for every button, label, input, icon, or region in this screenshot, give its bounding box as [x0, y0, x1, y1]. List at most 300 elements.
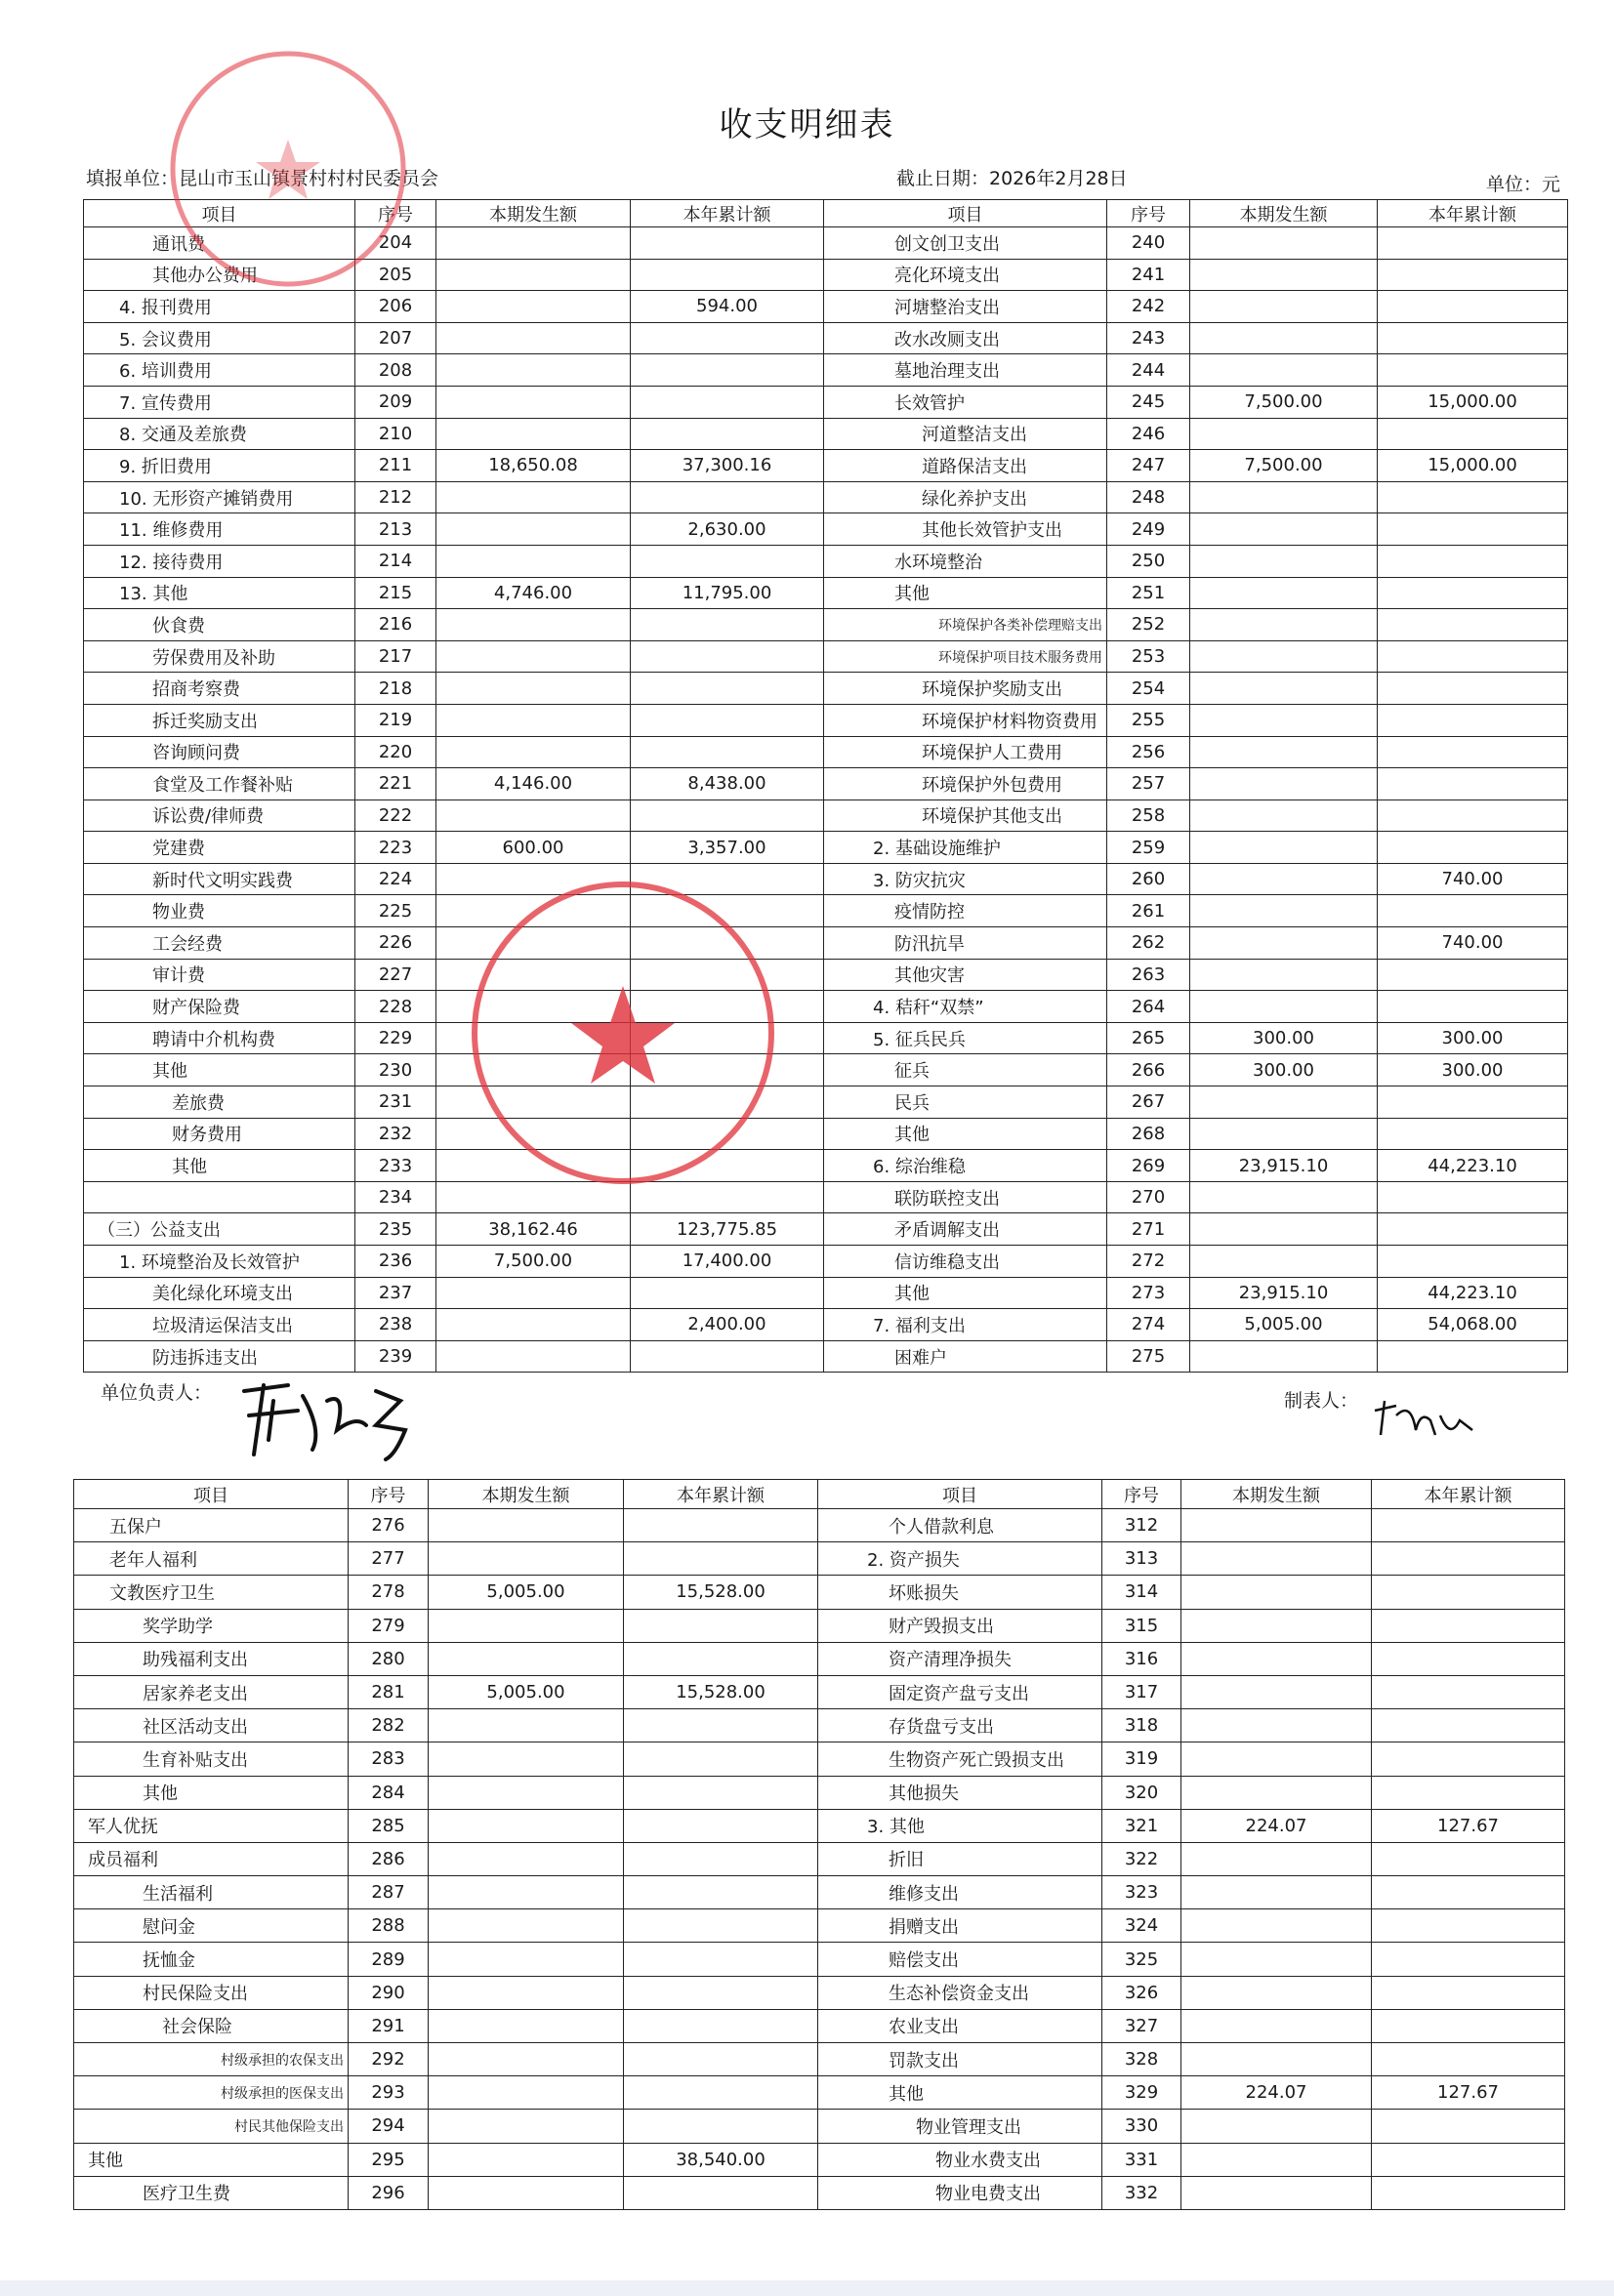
current-period-amount	[436, 513, 631, 546]
item-name: 2. 基础设施维护	[824, 832, 1107, 864]
table-row	[84, 991, 1568, 1023]
item-name: 河塘整治支出	[824, 291, 1107, 323]
year-to-date-amount	[631, 736, 824, 768]
year-to-date-amount	[624, 1976, 818, 2009]
item-name: 五保户	[74, 1509, 349, 1542]
item-name: 个人借款利息	[818, 1509, 1102, 1542]
year-to-date-amount	[1378, 1340, 1568, 1373]
item-name: 村民其他保险支出	[74, 2110, 349, 2143]
year-to-date-amount	[1372, 1609, 1565, 1642]
year-to-date-amount	[624, 1876, 818, 1909]
current-period-amount	[429, 1876, 624, 1909]
serial-number: 237	[355, 1277, 436, 1309]
year-to-date-amount	[1378, 673, 1568, 705]
header-row	[74, 1480, 1565, 1509]
current-period-amount	[436, 227, 631, 260]
year-to-date-amount	[624, 1709, 818, 1742]
item-name: 固定资产盘亏支出	[818, 1675, 1102, 1708]
serial-number: 253	[1107, 640, 1190, 673]
current-period-amount	[429, 1943, 624, 1976]
year-to-date-amount	[1378, 322, 1568, 354]
serial-number: 216	[355, 609, 436, 641]
year-to-date-amount	[631, 322, 824, 354]
current-period-amount: 4,146.00	[436, 768, 631, 800]
table-row	[74, 1576, 1565, 1609]
table-row	[74, 1709, 1565, 1742]
item-name: 罚款支出	[818, 2043, 1102, 2076]
serial-number: 212	[355, 481, 436, 513]
item-name: 10. 无形资产摊销费用	[84, 481, 355, 513]
current-period-amount	[1190, 481, 1378, 513]
serial-number: 324	[1102, 1909, 1181, 1943]
serial-number: 210	[355, 418, 436, 450]
serial-number: 295	[349, 2143, 429, 2176]
table-row	[84, 227, 1568, 260]
item-name: 村民保险支出	[74, 1976, 349, 2009]
year-to-date-amount: 54,068.00	[1378, 1309, 1568, 1341]
item-name: 慰问金	[74, 1909, 349, 1943]
table-row	[74, 1609, 1565, 1642]
item-name: 其他	[818, 2076, 1102, 2110]
current-period-amount	[1190, 1086, 1378, 1119]
year-to-date-amount: 15,000.00	[1378, 386, 1568, 418]
item-name: 财产毁损支出	[818, 1609, 1102, 1642]
serial-number: 276	[349, 1509, 429, 1542]
serial-number: 282	[349, 1709, 429, 1742]
year-to-date-amount	[624, 2110, 818, 2143]
table-row	[84, 1309, 1568, 1341]
current-period-amount	[429, 2143, 624, 2176]
year-to-date-amount: 8,438.00	[631, 768, 824, 800]
current-period-amount	[1190, 640, 1378, 673]
table-row	[74, 1809, 1565, 1842]
item-name: 民兵	[824, 1086, 1107, 1119]
item-name: 成员福利	[74, 1842, 349, 1875]
item-name: 社会保险	[74, 2009, 349, 2042]
serial-number: 262	[1107, 927, 1190, 960]
serial-number: 223	[355, 832, 436, 864]
item-name: 聘请中介机构费	[84, 1022, 355, 1054]
item-name: 垃圾清运保洁支出	[84, 1309, 355, 1341]
year-to-date-amount	[624, 1509, 818, 1542]
item-name: 党建费	[84, 832, 355, 864]
current-period-amount	[436, 895, 631, 927]
preparer-label: 制表人：	[1284, 1390, 1359, 1412]
serial-number: 220	[355, 736, 436, 768]
serial-number: 272	[1107, 1246, 1190, 1278]
current-period-amount	[436, 673, 631, 705]
item-name: 食堂及工作餐补贴	[84, 768, 355, 800]
serial-number: 247	[1107, 450, 1190, 482]
column-header: 本年累计额	[624, 1480, 818, 1509]
table-row	[84, 1054, 1568, 1086]
item-name: 9. 折旧费用	[84, 450, 355, 482]
item-name: 其他	[824, 1277, 1107, 1309]
current-period-amount	[436, 1309, 631, 1341]
year-to-date-amount	[1378, 959, 1568, 991]
current-period-amount	[1190, 704, 1378, 736]
serial-number: 211	[355, 450, 436, 482]
serial-number: 326	[1102, 1976, 1181, 2009]
current-period-amount	[436, 322, 631, 354]
item-name: 社区活动支出	[74, 1709, 349, 1742]
year-to-date-amount	[1378, 832, 1568, 864]
table-row	[74, 1976, 1565, 2009]
serial-number: 242	[1107, 291, 1190, 323]
year-to-date-amount	[631, 1277, 824, 1309]
header-row	[84, 200, 1568, 227]
item-name: 劳保费用及补助	[84, 640, 355, 673]
item-name: 财产保险费	[84, 991, 355, 1023]
year-to-date-amount	[631, 704, 824, 736]
column-header: 项目	[84, 200, 355, 227]
year-to-date-amount	[631, 418, 824, 450]
item-name: 5. 征兵民兵	[824, 1022, 1107, 1054]
serial-number: 330	[1102, 2110, 1181, 2143]
serial-number: 254	[1107, 673, 1190, 705]
serial-number: 312	[1102, 1509, 1181, 1542]
serial-number: 267	[1107, 1086, 1190, 1119]
serial-number: 316	[1102, 1642, 1181, 1675]
year-to-date-amount	[631, 1150, 824, 1182]
current-period-amount	[429, 1609, 624, 1642]
item-name: 老年人福利	[74, 1542, 349, 1576]
serial-number: 329	[1102, 2076, 1181, 2110]
item-name: 其他灾害	[824, 959, 1107, 991]
year-to-date-amount	[1372, 2009, 1565, 2042]
serial-number: 246	[1107, 418, 1190, 450]
serial-number: 281	[349, 1675, 429, 1708]
serial-number: 233	[355, 1150, 436, 1182]
current-period-amount	[1181, 1842, 1372, 1875]
item-name: 生育补贴支出	[74, 1742, 349, 1776]
serial-number: 208	[355, 354, 436, 387]
current-period-amount	[436, 1086, 631, 1119]
year-to-date-amount	[631, 640, 824, 673]
item-name: 7. 宣传费用	[84, 386, 355, 418]
item-name: 咨询顾问费	[84, 736, 355, 768]
current-period-amount	[429, 2043, 624, 2076]
table-row	[84, 481, 1568, 513]
table-row	[84, 1086, 1568, 1119]
year-to-date-amount: 300.00	[1378, 1054, 1568, 1086]
current-period-amount	[1190, 291, 1378, 323]
year-to-date-amount	[1378, 354, 1568, 387]
year-to-date-amount	[1372, 1509, 1565, 1542]
item-name: 坏账损失	[818, 1576, 1102, 1609]
serial-number: 296	[349, 2176, 429, 2209]
item-name: 其他损失	[818, 1776, 1102, 1809]
serial-number: 255	[1107, 704, 1190, 736]
current-period-amount: 224.07	[1181, 2076, 1372, 2110]
current-period-amount	[1190, 322, 1378, 354]
year-to-date-amount	[1378, 1246, 1568, 1278]
current-period-amount	[1190, 609, 1378, 641]
year-to-date-amount	[1378, 609, 1568, 641]
current-period-amount	[436, 1022, 631, 1054]
item-name: 通讯费	[84, 227, 355, 260]
table-row	[84, 1246, 1568, 1278]
year-to-date-amount	[631, 545, 824, 577]
current-period-amount	[436, 291, 631, 323]
serial-number: 213	[355, 513, 436, 546]
year-to-date-amount	[1378, 640, 1568, 673]
table-row	[74, 1909, 1565, 1943]
current-period-amount	[436, 609, 631, 641]
item-name: 其他	[824, 577, 1107, 609]
table-row	[74, 1776, 1565, 1809]
table-row	[84, 1340, 1568, 1373]
year-to-date-amount	[1372, 2176, 1565, 2209]
table-row	[84, 1277, 1568, 1309]
ledger-table-1	[83, 199, 1568, 1373]
table-row	[84, 1150, 1568, 1182]
year-to-date-amount: 123,775.85	[631, 1213, 824, 1246]
item-name: 生活福利	[74, 1876, 349, 1909]
current-period-amount	[1190, 545, 1378, 577]
serial-number: 231	[355, 1086, 436, 1119]
item-name: 矛盾调解支出	[824, 1213, 1107, 1246]
current-period-amount	[1190, 1340, 1378, 1373]
year-to-date-amount	[1372, 1976, 1565, 2009]
current-period-amount	[429, 2009, 624, 2042]
item-name	[84, 1181, 355, 1213]
item-name: 3. 防灾抗灾	[824, 863, 1107, 895]
item-name: 其他	[824, 1118, 1107, 1150]
item-name: 美化绿化环境支出	[84, 1277, 355, 1309]
serial-number: 292	[349, 2043, 429, 2076]
year-to-date-amount	[1378, 768, 1568, 800]
serial-number: 315	[1102, 1609, 1181, 1642]
item-name: 文教医疗卫生	[74, 1576, 349, 1609]
table-row	[84, 800, 1568, 832]
current-period-amount: 5,005.00	[429, 1576, 624, 1609]
current-period-amount: 7,500.00	[436, 1246, 631, 1278]
serial-number: 286	[349, 1842, 429, 1875]
current-period-amount	[436, 1181, 631, 1213]
table-row	[84, 577, 1568, 609]
item-name: 物业管理支出	[818, 2110, 1102, 2143]
item-name: 4. 秸秆“双禁”	[824, 991, 1107, 1023]
item-name: 长效管护	[824, 386, 1107, 418]
year-to-date-amount	[1378, 259, 1568, 291]
serial-number: 256	[1107, 736, 1190, 768]
item-name: 助残福利支出	[74, 1642, 349, 1675]
serial-number: 275	[1107, 1340, 1190, 1373]
serial-number: 290	[349, 1976, 429, 2009]
item-name: 维修支出	[818, 1876, 1102, 1909]
item-name: 物业电费支出	[818, 2176, 1102, 2209]
current-period-amount	[1181, 2176, 1372, 2209]
current-period-amount	[1190, 736, 1378, 768]
reporting-unit: 填报单位：昆山市玉山镇景村村村民委员会	[86, 168, 439, 189]
current-period-amount	[1181, 1675, 1372, 1708]
item-name: 环境保护其他支出	[824, 800, 1107, 832]
item-name: 生态补偿资金支出	[818, 1976, 1102, 2009]
year-to-date-amount	[1378, 1086, 1568, 1119]
item-name: 奖学助学	[74, 1609, 349, 1642]
item-name: 环境保护人工费用	[824, 736, 1107, 768]
serial-number: 259	[1107, 832, 1190, 864]
item-name: （三）公益支出	[84, 1213, 355, 1246]
current-period-amount	[436, 736, 631, 768]
current-period-amount	[1190, 513, 1378, 546]
serial-number: 268	[1107, 1118, 1190, 1150]
item-name: 村级承担的医保支出	[74, 2076, 349, 2110]
serial-number: 207	[355, 322, 436, 354]
year-to-date-amount: 127.67	[1372, 1809, 1565, 1842]
item-name: 8. 交通及差旅费	[84, 418, 355, 450]
table-row	[74, 1542, 1565, 1576]
serial-number: 319	[1102, 1742, 1181, 1776]
table-row	[74, 2176, 1565, 2209]
item-name: 11. 维修费用	[84, 513, 355, 546]
item-name: 4. 报刊费用	[84, 291, 355, 323]
table-row	[84, 927, 1568, 960]
current-period-amount	[436, 354, 631, 387]
item-name: 河道整洁支出	[824, 418, 1107, 450]
current-period-amount	[1181, 1909, 1372, 1943]
item-name: 道路保洁支出	[824, 450, 1107, 482]
table-row	[84, 450, 1568, 482]
serial-number: 289	[349, 1943, 429, 1976]
serial-number: 320	[1102, 1776, 1181, 1809]
item-name: 物业水费支出	[818, 2143, 1102, 2176]
current-period-amount	[1190, 259, 1378, 291]
column-header: 序号	[1107, 200, 1190, 227]
table-row	[74, 2110, 1565, 2143]
item-name: 物业费	[84, 895, 355, 927]
serial-number: 273	[1107, 1277, 1190, 1309]
serial-number: 219	[355, 704, 436, 736]
item-name: 差旅费	[84, 1086, 355, 1119]
year-to-date-amount	[631, 609, 824, 641]
table-row	[74, 2076, 1565, 2110]
serial-number: 206	[355, 291, 436, 323]
current-period-amount	[436, 959, 631, 991]
serial-number: 279	[349, 1609, 429, 1642]
year-to-date-amount: 15,000.00	[1378, 450, 1568, 482]
current-period-amount	[429, 1842, 624, 1875]
item-name: 其他	[84, 1150, 355, 1182]
current-period-amount: 38,162.46	[436, 1213, 631, 1246]
column-header: 本期发生额	[436, 200, 631, 227]
serial-number: 227	[355, 959, 436, 991]
serial-number: 285	[349, 1809, 429, 1842]
serial-number: 332	[1102, 2176, 1181, 2209]
year-to-date-amount	[624, 1909, 818, 1943]
serial-number: 314	[1102, 1576, 1181, 1609]
year-to-date-amount: 3,357.00	[631, 832, 824, 864]
current-period-amount: 7,500.00	[1190, 386, 1378, 418]
table-row	[84, 418, 1568, 450]
table-row	[84, 736, 1568, 768]
item-name: 农业支出	[818, 2009, 1102, 2042]
serial-number: 323	[1102, 1876, 1181, 1909]
item-name: 5. 会议费用	[84, 322, 355, 354]
year-to-date-amount	[631, 1118, 824, 1150]
current-period-amount	[1181, 2143, 1372, 2176]
serial-number: 250	[1107, 545, 1190, 577]
current-period-amount	[1181, 1709, 1372, 1742]
current-period-amount	[1190, 1246, 1378, 1278]
item-name: 征兵	[824, 1054, 1107, 1086]
item-name: 工会经费	[84, 927, 355, 960]
current-period-amount	[1181, 2009, 1372, 2042]
year-to-date-amount	[631, 259, 824, 291]
column-header: 本年累计额	[1372, 1480, 1565, 1509]
page-title: 收支明细表	[719, 105, 895, 144]
table-row	[84, 259, 1568, 291]
item-name: 困难户	[824, 1340, 1107, 1373]
year-to-date-amount	[1372, 1742, 1565, 1776]
item-name: 其他	[84, 1054, 355, 1086]
current-period-amount	[429, 2110, 624, 2143]
year-to-date-amount	[1372, 1642, 1565, 1675]
serial-number: 230	[355, 1054, 436, 1086]
current-period-amount	[1181, 1742, 1372, 1776]
year-to-date-amount	[624, 1776, 818, 1809]
leader-label: 单位负责人：	[101, 1382, 213, 1404]
item-name: 财务费用	[84, 1118, 355, 1150]
current-period-amount	[429, 2176, 624, 2209]
item-name: 疫情防控	[824, 895, 1107, 927]
table-row	[74, 1509, 1565, 1542]
current-period-amount	[1190, 959, 1378, 991]
year-to-date-amount: 15,528.00	[624, 1675, 818, 1708]
item-name: 创文创卫支出	[824, 227, 1107, 260]
serial-number: 248	[1107, 481, 1190, 513]
year-to-date-amount	[631, 927, 824, 960]
item-name: 拆迁奖励支出	[84, 704, 355, 736]
year-to-date-amount	[1378, 800, 1568, 832]
current-period-amount: 224.07	[1181, 1809, 1372, 1842]
column-header: 序号	[349, 1480, 429, 1509]
table-row	[74, 1876, 1565, 1909]
year-to-date-amount: 127.67	[1372, 2076, 1565, 2110]
year-to-date-amount	[631, 1054, 824, 1086]
item-name: 居家养老支出	[74, 1675, 349, 1708]
current-period-amount	[429, 2076, 624, 2110]
column-header: 本期发生额	[429, 1480, 624, 1509]
current-period-amount	[436, 1150, 631, 1182]
year-to-date-amount	[1378, 291, 1568, 323]
year-to-date-amount	[631, 1181, 824, 1213]
year-to-date-amount: 740.00	[1378, 927, 1568, 960]
table-row	[84, 1213, 1568, 1246]
serial-number: 239	[355, 1340, 436, 1373]
year-to-date-amount	[1372, 1709, 1565, 1742]
item-name: 水环境整治	[824, 545, 1107, 577]
current-period-amount	[1181, 2110, 1372, 2143]
item-name: 13. 其他	[84, 577, 355, 609]
current-period-amount: 300.00	[1190, 1054, 1378, 1086]
year-to-date-amount	[624, 1943, 818, 1976]
current-period-amount	[1181, 1943, 1372, 1976]
table-row	[84, 1118, 1568, 1150]
year-to-date-amount	[631, 991, 824, 1023]
year-to-date-amount	[631, 673, 824, 705]
serial-number: 269	[1107, 1150, 1190, 1182]
serial-number: 226	[355, 927, 436, 960]
serial-number: 214	[355, 545, 436, 577]
year-to-date-amount	[631, 1022, 824, 1054]
table-row	[84, 1022, 1568, 1054]
serial-number: 243	[1107, 322, 1190, 354]
year-to-date-amount	[1378, 545, 1568, 577]
current-period-amount	[436, 1277, 631, 1309]
serial-number: 235	[355, 1213, 436, 1246]
